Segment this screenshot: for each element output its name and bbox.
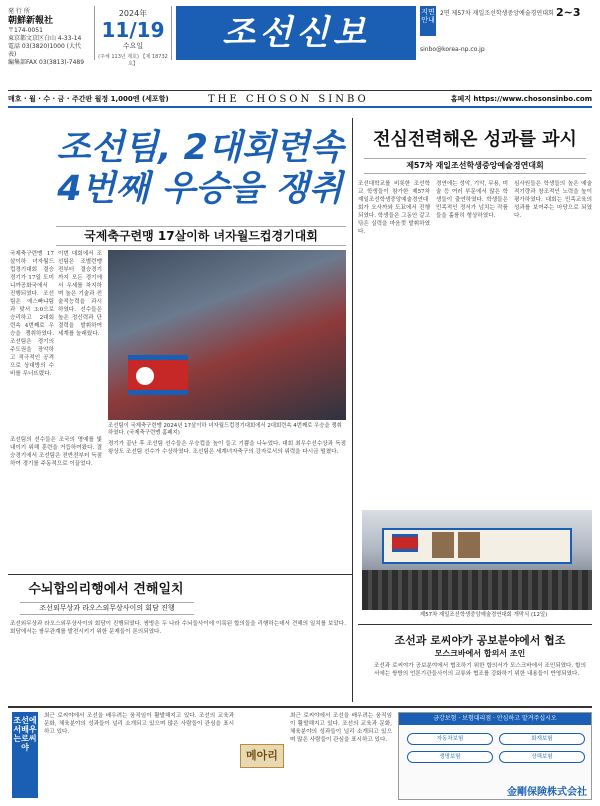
- bottom-left-body: 조선외무상과 라오스외무상사이의 회담이 진행되였다. 쌍방은 두 나라 수뇌들사이에 이룩된 합의들을 리행하는데서 견해의 일치를 보았다. 회담에서는 쌍무관계를 발전시키기 위한 문제들이 론의되였다.: [10, 621, 346, 635]
- subline-bar: [8, 90, 592, 108]
- issue-month-day: 11/19: [101, 18, 165, 42]
- flag-icon: [128, 355, 188, 395]
- star-icon: [136, 367, 154, 385]
- issue-date-box: [94, 6, 172, 67]
- column-body-2: 최근 로씨야에서 조선을 배우려는 움직임이 활발해지고 있다. 조선의 교육과 문화, 체육분야의 성과들이 널리 소개되고 있으며 많은 사람들이 관심을 표시하고 있다.: [290, 713, 392, 743]
- right-box-headline: 조선과 로씨야가 공보분야에서 협조: [394, 634, 566, 647]
- right-box-body: 조선과 로씨야가 공보분야에서 협조하기 위한 합의서가 모스크바에서 조인되였다. 합의서에는 쌍방의 언론기관들사이의 교류와 협조를 강화하기 위한 내용들이 반영되였다.: [374, 663, 586, 677]
- right-box-subheadline: 모스크바에서 합의서 조인: [434, 649, 526, 658]
- portrait-icon: [458, 532, 480, 558]
- right-body-col3: 심사원들은 학생들의 높은 예술적기량과 창조적인 노력을 높이 평가하였다. 대회는 민족교육의 성과를 보여주는 마당으로 되였다.: [514, 181, 592, 219]
- website-link[interactable]: 홈페지 https://www.chosonsinbo.com: [450, 95, 592, 103]
- masthead-logo: 조선신보: [176, 6, 416, 60]
- portrait-icon: [432, 532, 454, 558]
- right-body-col2: 경연에는 성악, 기악, 무용, 미술 등 여러 부문에서 많은 학생들이 출연하였다. 학생들은 민족적인 정서가 넘치는 작품들을 훌륭히 형상하였다.: [436, 181, 508, 219]
- english-title: THE CHOSON SINBO: [208, 94, 369, 105]
- publisher-info: [8, 8, 88, 67]
- region-pages: 2~3: [556, 6, 581, 19]
- section-rule: [358, 624, 592, 625]
- publisher-address: 東京都文京区白山 4-33-14: [8, 35, 82, 42]
- lead-headline-line2: 4번째 우승을 쟁취: [57, 169, 343, 209]
- right-photo-caption: 제57차 재일조선학생중앙예술경연대회 개막식 (12일): [420, 612, 548, 618]
- right-headline: 전심전력해온 성과를 과시: [373, 129, 577, 150]
- bottom-left-headline: 수뇌합의리행에서 견해일치: [28, 582, 184, 597]
- issue-weekday: 수요일: [122, 42, 144, 50]
- lead-body-col2: 이번 대회에서 조선팀은 조별련맹전부터 결승경기까지 모든 경기에서 우세를 차지하며 높은 기술과 전술적능력을 과시하였다. 선수들은 높은 정신력과 단결력을 발휘하여 세계를 놀래웠다.: [58, 251, 102, 337]
- bottom-left-subheadline: 조선외무상과 라오스외무상사이의 회담 진행: [20, 602, 194, 615]
- publisher-name: 朝鮮新報社: [8, 16, 54, 26]
- column-logo: 메아리: [240, 744, 284, 768]
- right-photo: [362, 510, 592, 610]
- post-code: 〒174-0051: [8, 27, 43, 34]
- contact-email[interactable]: sinbo@korea-np.co.jp: [420, 46, 485, 53]
- lead-body-bottom: 경기가 끝난 후 조선팀 선수들은 우승컵을 높이 들고 기쁨을 나누었다. 대회 최우수선수상과 득점왕상도 조선팀 선수가 수상하였다. 조선팀은 세계녀자축구의 강자로서의 위력을 다시금 떨쳤다.: [108, 441, 346, 455]
- ad-item-fire: 화재보험: [499, 733, 585, 745]
- lead-headline-line1: 조선팀, 2대회련속: [56, 128, 344, 168]
- region-label: 지면안내: [420, 6, 436, 36]
- section-rule: [8, 574, 352, 575]
- ad-item-auto: 자동차보험: [407, 733, 493, 745]
- issue-number: (주체 113년 제호) 【제 18732호】: [98, 54, 168, 67]
- column-body-1: 최근 로씨야에서 조선을 배우려는 움직임이 활발해지고 있다. 조선의 교육과 문화, 체육분야의 성과들이 널리 소개되고 있으며 많은 사람들이 관심을 표시하고 있다.: [44, 713, 234, 735]
- publisher-phone: 電話 03(3820)1000 (大代表): [8, 43, 82, 58]
- lead-subheadline: 국제축구련맹 17살이하 녀자월드컵경기대회: [56, 226, 346, 246]
- column-label: 조선에서배우는로씨야: [12, 712, 38, 798]
- publisher-fax: 編集部FAX 03(3813)-7489: [8, 59, 85, 66]
- flag-icon: [392, 534, 418, 552]
- right-body-col1: 조선대학교를 비롯한 조선학교 학생들이 참가한 제57차 재일조선학생중앙예술경연대회가 오사까와 도꾜에서 진행되였다. 학생들은 그동안 갈고닦은 실력을 마음껏 발휘하였다.: [358, 181, 430, 235]
- audience: [362, 570, 592, 610]
- ad-company-name: 金剛保険株式会社: [507, 787, 587, 798]
- ad-item-accident: 상해보험: [499, 751, 585, 763]
- column-divider: [352, 118, 353, 702]
- publisher-label: 発 行 所: [8, 8, 30, 15]
- issue-year: 2024年: [118, 9, 148, 18]
- region-line: 2면 제57차 재일조선학생중앙예술경연대회: [440, 10, 554, 17]
- ad-banner: 금강보험 · 보험대리점 · 안심하고 맡겨주십시오: [399, 713, 591, 725]
- insurance-ad[interactable]: [398, 712, 592, 800]
- lead-body-col1: 국제축구련맹 17살이하 녀자월드컵경기대회 결승경기가 17일 도미니까공화국에서 진행되였다. 조선팀은 에스빠냐팀과 맞서 3:0으로 승리하고 2대회 련속 4번째로 우승을 쟁취하였다. 조선팀은 경기의 주도권을 장악하고 적극적인 공격으로 상대방의 수비를 무너뜨렸다.: [10, 251, 54, 377]
- publishing-schedule: 매호 · 월 · 수 · 금 · 주간판 월정 1,000엔 (세포함): [8, 95, 169, 103]
- lead-photo-caption: 조선팀이 국제축구련맹 2024년 17살이하 녀자월드컵경기대회에서 2대회련속 4번째로 우승을 쟁취하였다. (국제축구련맹 홈페지): [108, 423, 342, 436]
- lead-photo: [108, 250, 346, 420]
- ad-item-life: 생명보험: [407, 751, 493, 763]
- page-guide: [420, 6, 592, 88]
- column-top-rule: [8, 706, 592, 708]
- lead-headline: [52, 128, 348, 210]
- lead-body-col3: 조선팀의 선수들은 조국의 명예를 빛내이기 위해 훈련을 거듭하여왔다. 결승경기에서 조선팀은 전반전부터 득점하여 경기를 주동적으로 이끌었다.: [10, 437, 102, 467]
- right-subheadline: 제57차 재일조선학생중앙예술경연대회: [364, 158, 586, 174]
